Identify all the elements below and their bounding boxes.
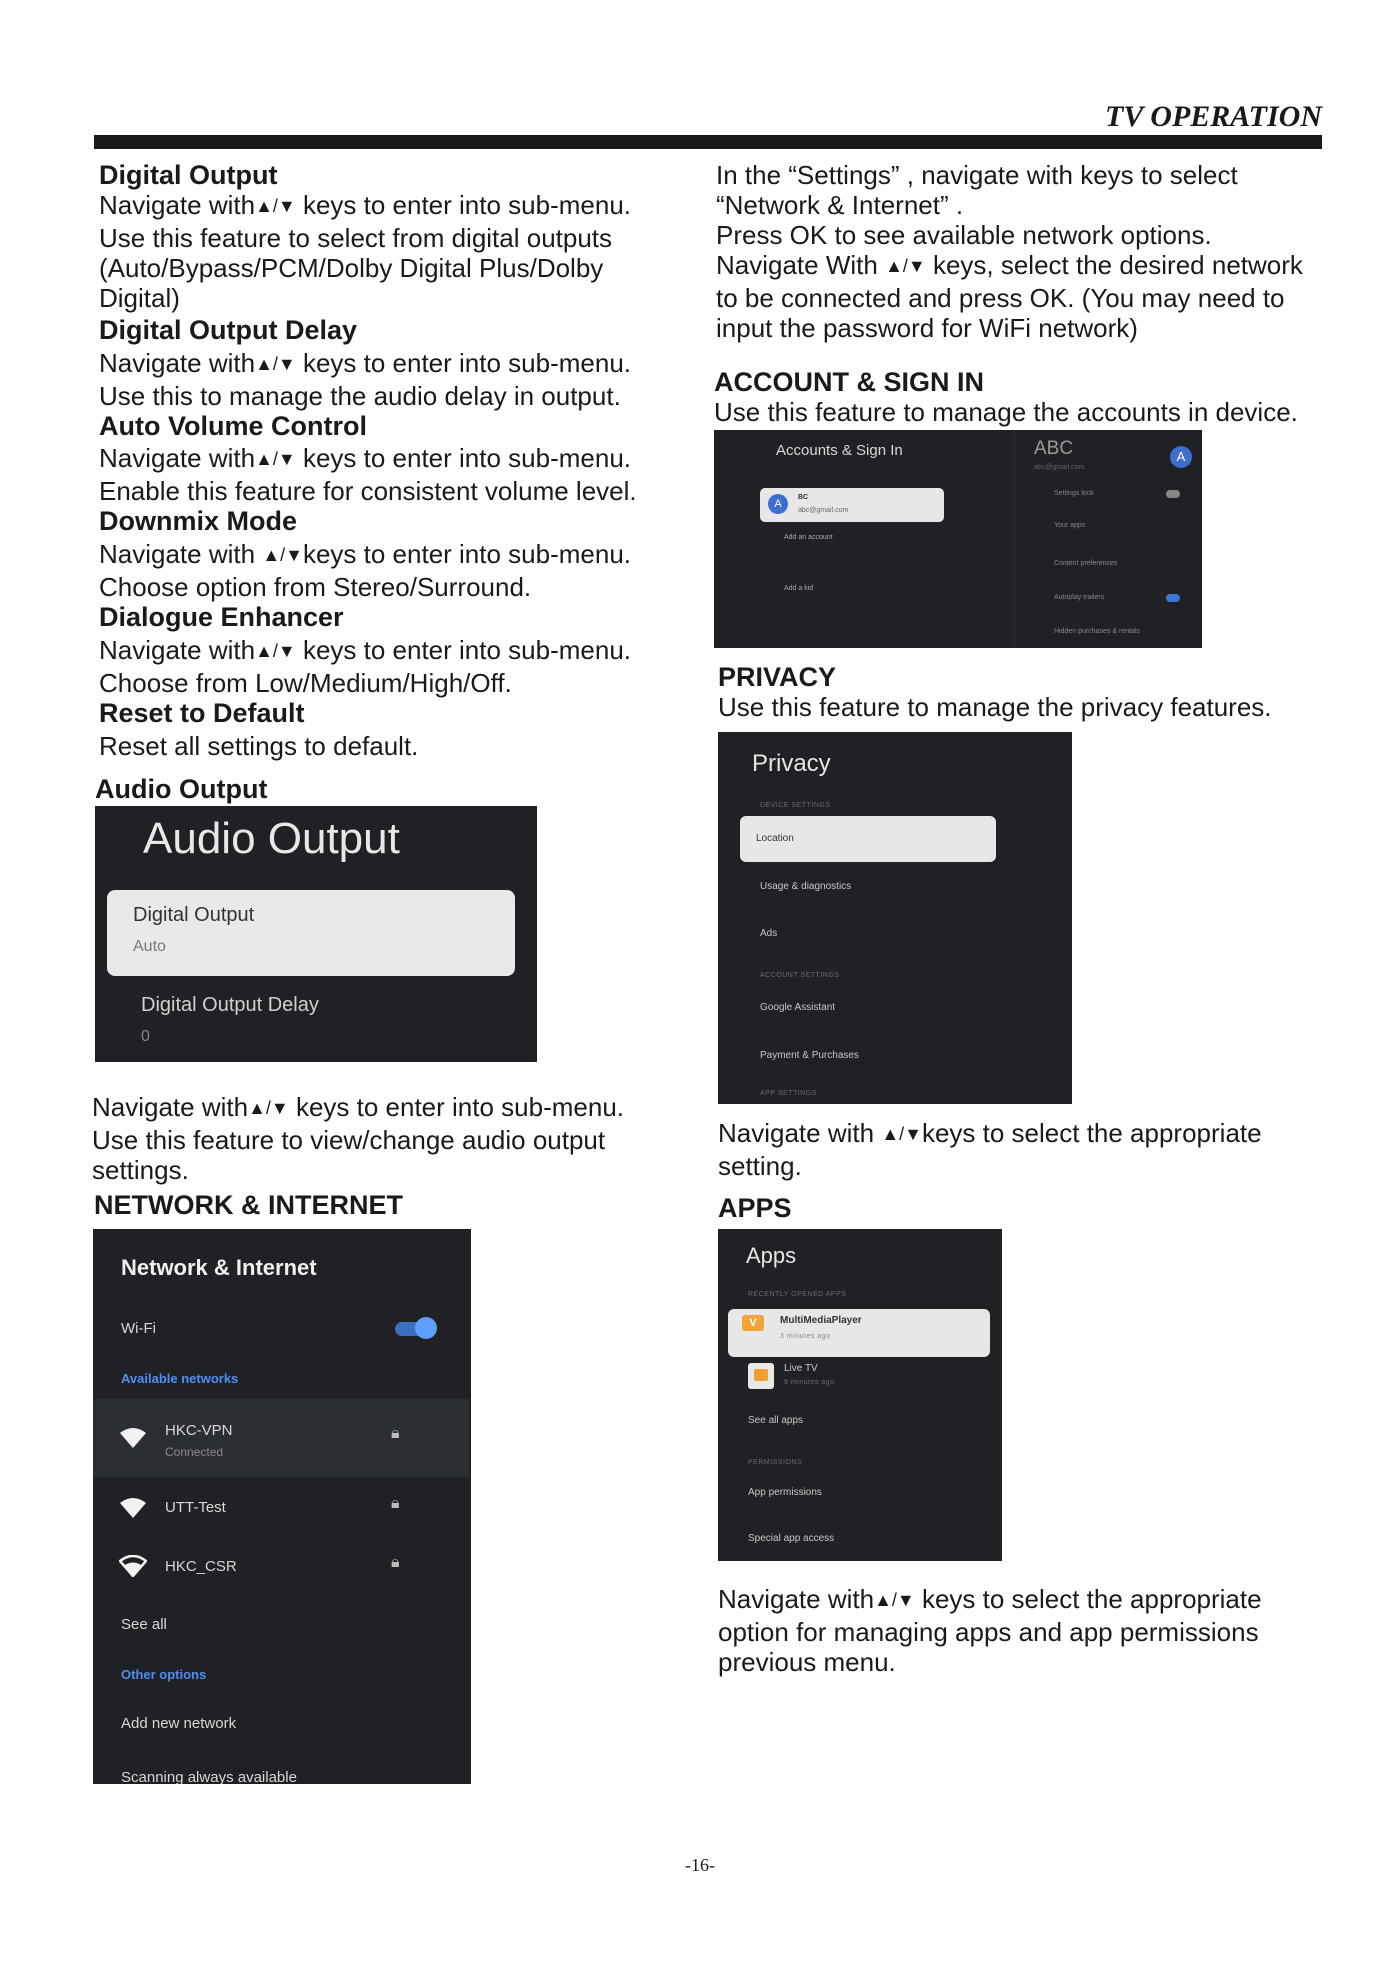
desc-line: option for managing apps and app permissions <box>718 1617 1259 1647</box>
section-label: DEVICE SETTINGS <box>760 802 831 809</box>
screen-title: Accounts & Sign In <box>776 442 903 459</box>
wifi-label: Wi-Fi <box>121 1320 156 1337</box>
section-label: RECENTLY OPENED APPS <box>748 1291 847 1298</box>
lock-icon: 🔒︎ <box>391 1495 400 1512</box>
desc-line: In the “Settings” , navigate with keys to select <box>716 160 1238 190</box>
desc-line: Use this feature to select from digital outputs <box>99 223 613 253</box>
app-name[interactable]: Live TV <box>784 1363 818 1374</box>
avatar: A <box>768 494 788 514</box>
privacy-nav <box>718 1118 1318 1181</box>
network-row-highlight <box>93 1399 469 1477</box>
add-network-item[interactable]: Add new network <box>121 1715 237 1732</box>
network-intro <box>716 160 1326 343</box>
heading-apps: APPS <box>718 1193 792 1223</box>
option-item[interactable]: Autoplay trailers <box>1054 594 1105 601</box>
menu-item-label: Digital Output <box>133 904 255 926</box>
menu-item-label[interactable]: Digital Output Delay <box>141 994 319 1016</box>
heading-downmix: Downmix Mode <box>99 506 298 536</box>
desc-line: Press OK to see available network options. <box>716 220 1212 250</box>
arrow-keys-icon: ▲/▼ <box>255 354 296 374</box>
panel-divider <box>1014 430 1015 648</box>
nav-line: Navigate with▲/▼ keys to enter into sub-menu. <box>92 1092 625 1122</box>
media-player-app-icon: V <box>742 1315 764 1331</box>
arrow-keys-icon: ▲/▼ <box>885 256 926 276</box>
available-networks-label: Available networks <box>121 1371 239 1386</box>
app-time: 9 minutes ago <box>784 1379 835 1386</box>
app-time: 3 minutes ago <box>780 1333 831 1340</box>
menu-item-label[interactable]: Usage & diagnostics <box>760 881 852 892</box>
nav-line: Navigate with▲/▼ keys to select the appropriate <box>718 1584 1262 1614</box>
desc-line: Reset all settings to default. <box>99 731 419 761</box>
account-email: abc@gmail.com <box>1034 464 1085 471</box>
heading-reset: Reset to Default <box>99 698 305 728</box>
nav-line: Navigate with▲/▼ keys to enter into sub-menu. <box>99 348 632 378</box>
apps-screenshot <box>718 1229 1002 1561</box>
selected-menu-item[interactable] <box>107 890 515 976</box>
wifi-icon <box>119 1497 147 1519</box>
arrow-keys-icon: ▲/▼ <box>255 449 296 469</box>
desc-line: Choose from Low/Medium/High/Off. <box>99 668 512 698</box>
wifi-icon <box>119 1427 147 1449</box>
arrow-keys-icon: ▲/▼ <box>255 641 296 661</box>
menu-item-label[interactable]: Payment & Purchases <box>760 1050 859 1061</box>
desc-line: “Network & Internet” . <box>716 190 964 220</box>
desc-line: Digital) <box>99 283 180 313</box>
screen-title: Privacy <box>752 750 831 777</box>
screen-title: Apps <box>746 1243 797 1268</box>
screen-title: Network & Internet <box>121 1255 317 1280</box>
network-screenshot <box>93 1229 471 1784</box>
add-kid-item[interactable]: Add a kid <box>784 585 814 592</box>
arrow-keys-icon: ▲/▼ <box>262 545 303 565</box>
account-name: ABC <box>1034 438 1074 459</box>
toggle-switch[interactable] <box>1166 594 1180 602</box>
nav-line: Navigate With ▲/▼ keys, select the desired network <box>716 250 1303 280</box>
add-account-item[interactable]: Add an account <box>784 534 833 541</box>
menu-item-value: 0 <box>141 1028 150 1045</box>
scanning-item[interactable]: Scanning always available <box>121 1769 297 1784</box>
network-name[interactable]: UTT-Test <box>165 1499 226 1516</box>
app-permissions-item[interactable]: App permissions <box>748 1487 822 1498</box>
special-access-item[interactable]: Special app access <box>748 1533 835 1544</box>
screen-title: Audio Output <box>143 814 400 863</box>
desc-line: to be connected and press OK. (You may need to <box>716 283 1285 313</box>
privacy-desc: Use this feature to manage the privacy features. <box>718 692 1272 722</box>
heading-audio-output: Audio Output <box>95 774 268 804</box>
menu-item-label[interactable]: Google Assistant <box>760 1002 836 1013</box>
network-name[interactable]: HKC-VPN <box>165 1422 233 1439</box>
see-all-link[interactable]: See all <box>121 1616 167 1633</box>
selected-account-email: abc@gmail.com <box>798 507 849 514</box>
wifi-weak-icon <box>119 1555 147 1577</box>
apps-nav <box>718 1584 1338 1677</box>
arrow-keys-icon: ▲/▼ <box>881 1124 922 1144</box>
header-divider <box>94 135 1322 149</box>
privacy-screenshot <box>718 732 1072 1104</box>
avatar: A <box>1170 446 1192 468</box>
option-item[interactable]: Hidden purchases & rentals <box>1054 628 1140 635</box>
desc-line: setting. <box>718 1151 802 1181</box>
left-column-top <box>99 160 679 761</box>
selected-account-name: BC <box>798 494 809 501</box>
heading-digital-output: Digital Output <box>99 160 278 190</box>
desc-line: settings. <box>92 1155 189 1185</box>
desc-line: Enable this feature for consistent volume level. <box>99 476 637 506</box>
audio-output-desc <box>92 1092 692 1185</box>
nav-line: Navigate with▲/▼ keys to enter into sub-menu. <box>99 635 632 665</box>
page-number: -16- <box>685 1855 715 1875</box>
arrow-keys-icon: ▲/▼ <box>248 1098 289 1118</box>
arrow-keys-icon: ▲/▼ <box>874 1590 915 1610</box>
desc-line: Use this feature to view/change audio output <box>92 1125 606 1155</box>
nav-line: Navigate with ▲/▼keys to select the appropriate <box>718 1118 1262 1148</box>
menu-item-label[interactable]: Ads <box>760 928 778 939</box>
nav-line: Navigate with▲/▼ keys to enter into sub-menu. <box>99 443 632 473</box>
network-name[interactable]: HKC_CSR <box>165 1558 237 1575</box>
accounts-screenshot <box>714 430 1202 648</box>
audio-output-screenshot <box>95 806 537 1062</box>
heading-digital-output-delay: Digital Output Delay <box>99 315 358 345</box>
desc-line: (Auto/Bypass/PCM/Dolby Digital Plus/Dolby <box>99 253 604 283</box>
header-title: TV OPERATION <box>1105 100 1322 133</box>
lock-icon: 🔒︎ <box>391 1554 400 1571</box>
heading-dialogue: Dialogue Enhancer <box>99 602 344 632</box>
desc-line: previous menu. <box>718 1647 896 1677</box>
heading-auto-volume: Auto Volume Control <box>99 411 367 441</box>
other-options-label: Other options <box>121 1667 207 1682</box>
option-item[interactable]: Settings lock <box>1054 490 1094 497</box>
wifi-toggle-knob <box>415 1317 437 1339</box>
lock-icon: 🔒︎ <box>391 1425 400 1442</box>
live-tv-app-icon <box>748 1363 774 1389</box>
option-item[interactable]: Your apps <box>1054 522 1086 529</box>
heading-privacy: PRIVACY <box>718 662 837 692</box>
section-label: APP SETTINGS <box>760 1090 817 1097</box>
option-item[interactable]: Content preferences <box>1054 560 1118 567</box>
desc-line: input the password for WiFi network) <box>716 313 1138 343</box>
network-status: Connected <box>165 1445 224 1459</box>
account-desc: Use this feature to manage the accounts in device. <box>714 397 1298 427</box>
desc-line: Use this to manage the audio delay in output. <box>99 381 621 411</box>
toggle-switch[interactable] <box>1166 490 1180 498</box>
section-label: ACCOUNT SETTINGS <box>760 972 840 979</box>
heading-account: ACCOUNT & SIGN IN <box>714 367 984 397</box>
app-name: MultiMediaPlayer <box>780 1315 862 1326</box>
menu-item-label: Location <box>756 833 794 844</box>
arrow-keys-icon: ▲/▼ <box>255 196 296 216</box>
menu-item-value: Auto <box>133 938 166 955</box>
nav-line: Navigate with ▲/▼keys to enter into sub-menu. <box>99 539 632 569</box>
nav-line: Navigate with▲/▼ keys to enter into sub-menu. <box>99 190 632 220</box>
see-all-apps-item[interactable]: See all apps <box>748 1415 804 1426</box>
section-label: PERMISSIONS <box>748 1459 803 1466</box>
desc-line: Choose option from Stereo/Surround. <box>99 572 532 602</box>
heading-network: NETWORK & INTERNET <box>94 1190 403 1220</box>
